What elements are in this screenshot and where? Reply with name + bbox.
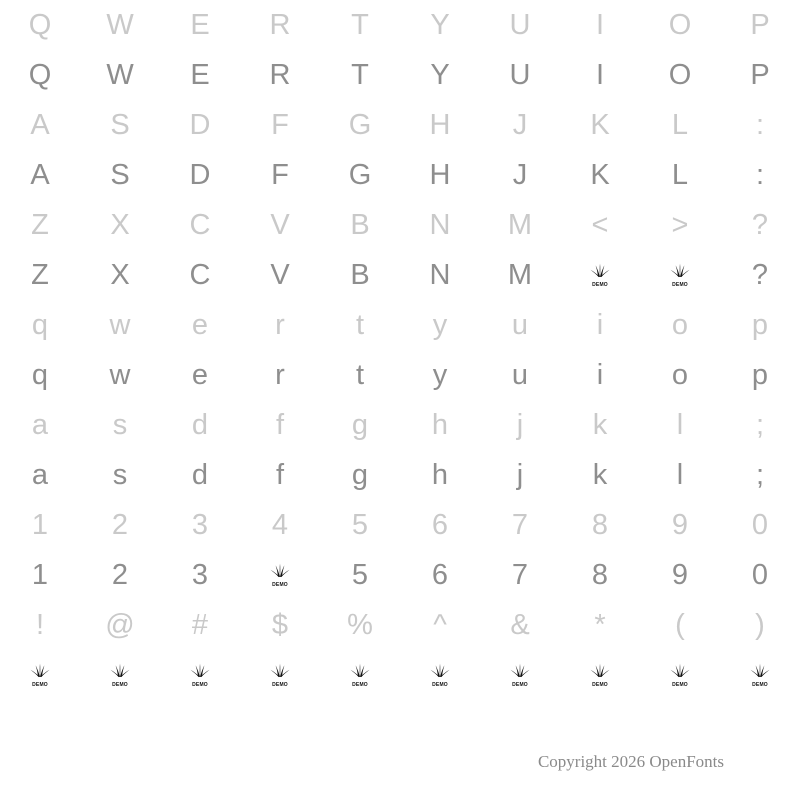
- glyph-cell: Y: [430, 8, 450, 41]
- glyph-cell: f: [275, 408, 285, 441]
- glyph-cell: N: [429, 208, 451, 241]
- glyph-cell: T: [351, 58, 369, 91]
- glyph-cell: D: [189, 108, 211, 141]
- glyph-cell: g: [351, 408, 369, 441]
- glyph-cell: G: [348, 108, 372, 141]
- demo-label: DEMO: [592, 282, 608, 288]
- glyph-cell: l: [676, 408, 684, 441]
- demo-label: DEMO: [672, 682, 688, 688]
- glyph-cell: r: [275, 358, 285, 391]
- demo-mark: [667, 262, 693, 288]
- glyph-cell: S: [110, 108, 130, 141]
- glyph-cell: 9: [671, 508, 689, 541]
- glyph-cell: 3: [191, 558, 209, 591]
- glyph-cell: T: [351, 8, 369, 41]
- demo-label: DEMO: [112, 682, 128, 688]
- glyph-cell: 9: [671, 558, 689, 591]
- glyph-cell: s: [112, 408, 128, 441]
- glyph-cell: R: [269, 58, 291, 91]
- glyph-cell: 2: [111, 508, 129, 541]
- glyph-cell: t: [355, 308, 365, 341]
- glyph-cell: W: [106, 58, 134, 91]
- glyph-cell: w: [109, 308, 131, 341]
- demo-label: DEMO: [432, 682, 448, 688]
- glyph-cell: U: [509, 8, 531, 41]
- glyph-cell: (: [675, 608, 685, 641]
- glyph-cell: Q: [28, 8, 52, 41]
- glyph-cell: o: [671, 358, 689, 391]
- glyph-cell: ^: [433, 608, 447, 641]
- glyph-cell: p: [751, 308, 769, 341]
- glyph-cell: F: [271, 158, 289, 191]
- demo-watermark-icon: [560, 250, 640, 300]
- glyph-cell: 8: [591, 558, 609, 591]
- demo-label: DEMO: [272, 682, 288, 688]
- glyph-cell: V: [270, 258, 290, 291]
- glyph-cell: K: [590, 158, 610, 191]
- glyph-cell: k: [592, 458, 608, 491]
- glyph-cell: E: [190, 8, 210, 41]
- demo-watermark-icon: [480, 650, 560, 700]
- glyph-cell: Q: [28, 58, 52, 91]
- demo-watermark-icon: [0, 650, 80, 700]
- demo-watermark-icon: [80, 650, 160, 700]
- glyph-cell: s: [112, 458, 128, 491]
- demo-label: DEMO: [512, 682, 528, 688]
- glyph-cell: I: [595, 58, 605, 91]
- glyph-cell: H: [429, 158, 451, 191]
- demo-watermark-icon: [400, 650, 480, 700]
- glyph-cell: P: [750, 8, 770, 41]
- glyph-cell: R: [269, 8, 291, 41]
- glyph-cell: j: [516, 458, 524, 491]
- glyph-cell: e: [191, 358, 209, 391]
- demo-mark: [587, 662, 613, 688]
- demo-watermark-icon: [320, 650, 400, 700]
- glyph-cell: h: [431, 408, 449, 441]
- glyph-cell: D: [189, 158, 211, 191]
- glyph-cell: &: [510, 608, 530, 641]
- glyph-cell: ;: [755, 458, 765, 491]
- glyph-cell: J: [512, 108, 528, 141]
- glyph-cell: i: [596, 358, 604, 391]
- demo-mark: [187, 662, 213, 688]
- glyph-cell: @: [105, 608, 135, 641]
- demo-mark: [747, 662, 773, 688]
- glyph-cell: 1: [31, 558, 49, 591]
- glyph-cell: *: [594, 608, 606, 641]
- demo-mark: [267, 662, 293, 688]
- glyph-cell: 1: [31, 508, 49, 541]
- glyph-cell: j: [516, 408, 524, 441]
- demo-watermark-icon: [560, 650, 640, 700]
- glyph-cell: 8: [591, 508, 609, 541]
- demo-mark: [27, 662, 53, 688]
- glyph-cell: 2: [111, 558, 129, 591]
- glyph-cell: E: [190, 58, 210, 91]
- glyph-cell: O: [668, 8, 692, 41]
- demo-mark: [347, 662, 373, 688]
- glyph-cell: a: [31, 408, 49, 441]
- glyph-cell: A: [30, 158, 50, 191]
- glyph-cell: 3: [191, 508, 209, 541]
- glyph-cell: Z: [31, 208, 49, 241]
- demo-mark: [427, 662, 453, 688]
- glyph-cell: H: [429, 108, 451, 141]
- glyph-cell: 6: [431, 508, 449, 541]
- glyph-cell: X: [110, 258, 130, 291]
- demo-label: DEMO: [672, 282, 688, 288]
- glyph-cell: q: [31, 358, 49, 391]
- glyph-cell: w: [109, 358, 131, 391]
- glyph-cell: k: [592, 408, 608, 441]
- glyph-cell: 5: [351, 558, 369, 591]
- glyph-cell: 6: [431, 558, 449, 591]
- glyph-cell: V: [270, 208, 290, 241]
- glyph-cell: C: [189, 258, 211, 291]
- demo-watermark-icon: [240, 650, 320, 700]
- glyph-cell: f: [275, 458, 285, 491]
- demo-watermark-icon: [640, 250, 720, 300]
- demo-label: DEMO: [592, 682, 608, 688]
- glyph-cell: :: [755, 158, 765, 191]
- glyph-cell: 7: [511, 508, 529, 541]
- demo-label: DEMO: [192, 682, 208, 688]
- glyph-cell: d: [191, 408, 209, 441]
- glyph-cell: l: [676, 458, 684, 491]
- glyph-cell: C: [189, 208, 211, 241]
- glyph-cell: y: [432, 308, 448, 341]
- glyph-cell: o: [671, 308, 689, 341]
- glyph-cell: q: [31, 308, 49, 341]
- glyph-cell: M: [507, 208, 533, 241]
- demo-mark: [587, 262, 613, 288]
- glyph-cell: W: [106, 8, 134, 41]
- glyph-cell: u: [511, 308, 529, 341]
- glyph-cell: P: [750, 58, 770, 91]
- glyph-cell: t: [355, 358, 365, 391]
- glyph-cell: I: [595, 8, 605, 41]
- demo-watermark-icon: [640, 650, 720, 700]
- glyph-cell: y: [432, 358, 448, 391]
- glyph-cell: %: [347, 608, 373, 641]
- glyph-cell: L: [671, 108, 689, 141]
- glyph-cell: $: [271, 608, 289, 641]
- demo-watermark-icon: [240, 550, 320, 600]
- glyph-cell: <: [591, 208, 609, 241]
- demo-mark: [267, 562, 293, 588]
- glyph-cell: G: [348, 158, 372, 191]
- glyph-cell: 7: [511, 558, 529, 591]
- glyph-cell: N: [429, 258, 451, 291]
- glyph-cell: U: [509, 58, 531, 91]
- glyph-cell: ?: [751, 208, 769, 241]
- glyph-cell: O: [668, 58, 692, 91]
- glyph-cell: #: [191, 608, 209, 641]
- glyph-cell: 0: [751, 508, 769, 541]
- demo-mark: [507, 662, 533, 688]
- demo-label: DEMO: [352, 682, 368, 688]
- glyph-cell: h: [431, 458, 449, 491]
- demo-mark: [107, 662, 133, 688]
- copyright-notice: Copyright 2026 OpenFonts: [537, 752, 724, 771]
- glyph-cell: >: [671, 208, 689, 241]
- glyph-cell: S: [110, 158, 130, 191]
- glyph-cell: Y: [430, 58, 450, 91]
- demo-watermark-icon: [160, 650, 240, 700]
- glyph-cell: a: [31, 458, 49, 491]
- glyph-cell: ;: [755, 408, 765, 441]
- glyph-cell: B: [350, 208, 370, 241]
- glyph-cell: M: [507, 258, 533, 291]
- glyph-cell: :: [755, 108, 765, 141]
- demo-label: DEMO: [752, 682, 768, 688]
- glyph-cell: K: [590, 108, 610, 141]
- glyph-cell: p: [751, 358, 769, 391]
- glyph-cell: ?: [751, 258, 769, 291]
- glyph-cell: u: [511, 358, 529, 391]
- glyph-cell: !: [35, 608, 45, 641]
- glyph-cell: ): [755, 608, 765, 641]
- glyph-cell: X: [110, 208, 130, 241]
- glyph-cell: d: [191, 458, 209, 491]
- glyph-cell: e: [191, 308, 209, 341]
- glyph-cell: L: [671, 158, 689, 191]
- demo-label: DEMO: [272, 582, 288, 588]
- glyph-cell: 4: [271, 508, 289, 541]
- glyph-cell: A: [30, 108, 50, 141]
- glyph-cell: J: [512, 158, 528, 191]
- glyph-cell: i: [596, 308, 604, 341]
- glyph-cell: 5: [351, 508, 369, 541]
- glyph-cell: g: [351, 458, 369, 491]
- glyph-cell: r: [275, 308, 285, 341]
- demo-watermark-icon: [720, 650, 800, 700]
- glyph-cell: F: [271, 108, 289, 141]
- glyph-cell: B: [350, 258, 370, 291]
- glyph-cell: 0: [751, 558, 769, 591]
- demo-label: DEMO: [32, 682, 48, 688]
- glyph-cell: Z: [31, 258, 49, 291]
- demo-mark: [667, 662, 693, 688]
